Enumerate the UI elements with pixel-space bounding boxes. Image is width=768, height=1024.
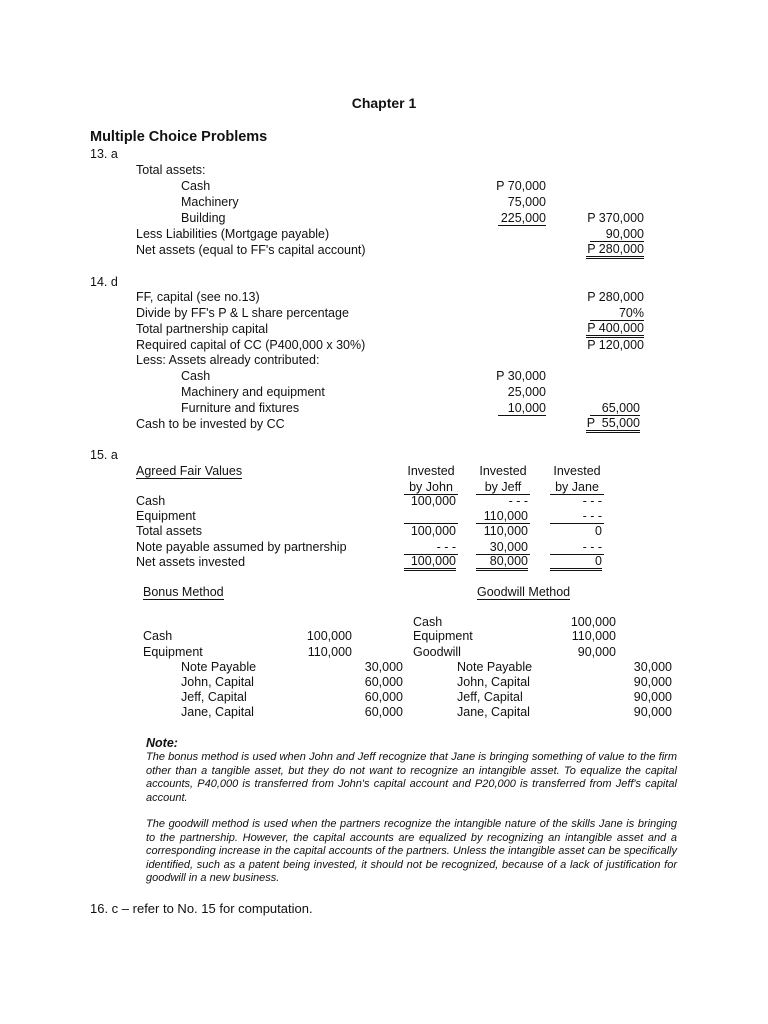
problem-16: 16. c – refer to No. 15 for computation. <box>90 901 313 916</box>
bonus-john-capital-value: 60,000 <box>364 675 403 689</box>
table-row-label: Equipment <box>136 509 196 523</box>
cash-to-invest-value: P 55,000 <box>586 417 640 433</box>
goodwill-equipment-value: 110,000 <box>571 629 616 643</box>
problem-14-number: 14. d <box>90 275 118 289</box>
problem-15-number: 15. a <box>90 448 118 462</box>
total-partnership-capital-label: Total partnership capital <box>136 322 269 336</box>
bonus-jane-capital-value: 60,000 <box>364 705 403 719</box>
less-assets-label: Less: Assets already contributed: <box>136 353 320 367</box>
table-cell-john: 100,000 <box>410 494 456 508</box>
total-partnership-capital-value: P 400,000 <box>586 322 644 338</box>
goodwill-jane-capital-label: Jane, Capital <box>457 705 530 719</box>
problem-13-number: 13. a <box>90 147 118 161</box>
goodwill-jeff-capital-value: 90,000 <box>633 690 672 704</box>
goodwill-jeff-capital-label: Jeff, Capital <box>457 690 523 704</box>
table-cell-john: - - - <box>436 540 456 554</box>
divide-label: Divide by FF's P & L share percentage <box>136 306 349 320</box>
cash-label: Cash <box>181 369 211 383</box>
bonus-equipment-value: 110,000 <box>307 645 352 659</box>
cash-label: Cash <box>181 179 211 193</box>
bonus-cash-label: Cash <box>143 629 173 643</box>
machinery-label: Machinery <box>181 195 239 209</box>
header-jeff-line2: by Jeff <box>476 480 530 495</box>
total-assets-label: Total assets: <box>136 163 206 177</box>
furniture-fixtures-value: 10,000 <box>498 401 546 416</box>
goodwill-note-payable-label: Note Payable <box>457 660 533 674</box>
page-title: Chapter 1 <box>351 95 417 111</box>
building-label: Building <box>181 211 226 225</box>
goodwill-goodwill-value: 90,000 <box>577 645 616 659</box>
table-row-label: Note payable assumed by partnership <box>136 540 347 554</box>
table-cell-john: 100,000 <box>404 555 456 571</box>
table-row-label: Cash <box>136 494 166 508</box>
note-goodwill-paragraph: The goodwill method is used when the partners recognize the intangible nature of the skills Jane is bringing to the partnership. However, the capital accounts are equalized by recognizing an intangible asset and a corresponding increase in the capital accounts of the partners. Unless the intangible asset can be specifically identified, such as a patent being invested, it should not be recognized, because of a lack of justification for goodwill in a new business. <box>146 818 677 884</box>
agreed-fair-values-heading: Agreed Fair Values <box>136 464 243 478</box>
table-cell-jeff: 110,000 <box>483 524 528 538</box>
goodwill-equipment-label: Equipment <box>413 629 473 643</box>
goodwill-john-capital-value: 90,000 <box>633 675 672 689</box>
table-cell-john: 100,000 <box>410 524 456 538</box>
note-bonus-paragraph: The bonus method is used when John and Jeff recognize that Jane is bringing something of value to the firm other than a tangible asset, but they do not want to recognize an intangible asset. To equalize the capital accounts, P40,000 is transferred from John's capital account and P20,000 is transferred from Jeff's capital account. <box>146 751 677 804</box>
net-assets-label: Net assets (equal to FF's capital account) <box>136 243 366 257</box>
table-cell-jeff: 110,000 <box>483 509 528 523</box>
goodwill-note-payable-value: 30,000 <box>633 660 672 674</box>
machinery-equipment-value: 25,000 <box>507 385 546 399</box>
bonus-jeff-capital-label: Jeff, Capital <box>181 690 247 704</box>
goodwill-goodwill-label: Goodwill <box>413 645 461 659</box>
required-capital-label: Required capital of CC (P400,000 x 30%) <box>136 338 366 352</box>
machinery-equipment-label: Machinery and equipment <box>181 385 325 399</box>
goodwill-john-capital-label: John, Capital <box>457 675 530 689</box>
total-assets-value: P 370,000 <box>587 211 644 225</box>
header-jeff-line1: Invested <box>479 464 527 478</box>
divide-value: 70% <box>590 306 644 321</box>
less-liabilities-value: 90,000 <box>590 227 644 242</box>
table-row-label: Total assets <box>136 524 203 538</box>
note-heading: Note: <box>146 736 178 750</box>
goodwill-cash-label: Cash <box>413 615 443 629</box>
header-jane-line2: by Jane <box>550 480 604 495</box>
bonus-equipment-label: Equipment <box>143 645 203 659</box>
ff-capital-value: P 280,000 <box>587 290 644 304</box>
bonus-note-payable-value: 30,000 <box>364 660 403 674</box>
bonus-jeff-capital-value: 60,000 <box>364 690 403 704</box>
bonus-jane-capital-label: Jane, Capital <box>181 705 254 719</box>
bonus-note-payable-label: Note Payable <box>181 660 257 674</box>
table-cell-jeff: - - - <box>508 494 528 508</box>
table-cell-jeff: 30,000 <box>489 540 528 554</box>
net-assets-value: P 280,000 <box>586 243 644 259</box>
section-heading: Multiple Choice Problems <box>90 129 268 145</box>
table-cell-jane: - - - <box>582 509 602 523</box>
header-john-line2: by John <box>404 480 458 495</box>
table-row-label: Net assets invested <box>136 555 246 569</box>
cash-value: P 70,000 <box>496 179 546 193</box>
goodwill-jane-capital-value: 90,000 <box>633 705 672 719</box>
header-jane-line1: Invested <box>553 464 601 478</box>
goodwill-method-title: Goodwill Method <box>477 585 571 599</box>
bonus-cash-value: 100,000 <box>306 629 352 643</box>
less-liabilities-label: Less Liabilities (Mortgage payable) <box>136 227 330 241</box>
required-capital-value: P 120,000 <box>587 338 644 352</box>
table-cell-jane: 0 <box>595 524 602 538</box>
table-cell-jane: 0 <box>550 555 602 571</box>
header-john-line1: Invested <box>407 464 455 478</box>
bonus-method-title: Bonus Method <box>143 585 224 599</box>
table-cell-jane: - - - <box>582 540 602 554</box>
cash-value: P 30,000 <box>496 369 546 383</box>
bonus-john-capital-label: John, Capital <box>181 675 254 689</box>
assets-contributed-sum: 65,000 <box>590 401 640 416</box>
table-cell-jane: - - - <box>582 494 602 508</box>
table-cell-jeff: 80,000 <box>476 555 528 571</box>
furniture-fixtures-label: Furniture and fixtures <box>181 401 300 415</box>
ff-capital-label: FF, capital (see no.13) <box>136 290 260 304</box>
building-value: 225,000 <box>498 211 546 226</box>
machinery-value: 75,000 <box>507 195 546 209</box>
cash-to-invest-label: Cash to be invested by CC <box>136 417 285 431</box>
goodwill-cash-value: 100,000 <box>570 615 616 629</box>
